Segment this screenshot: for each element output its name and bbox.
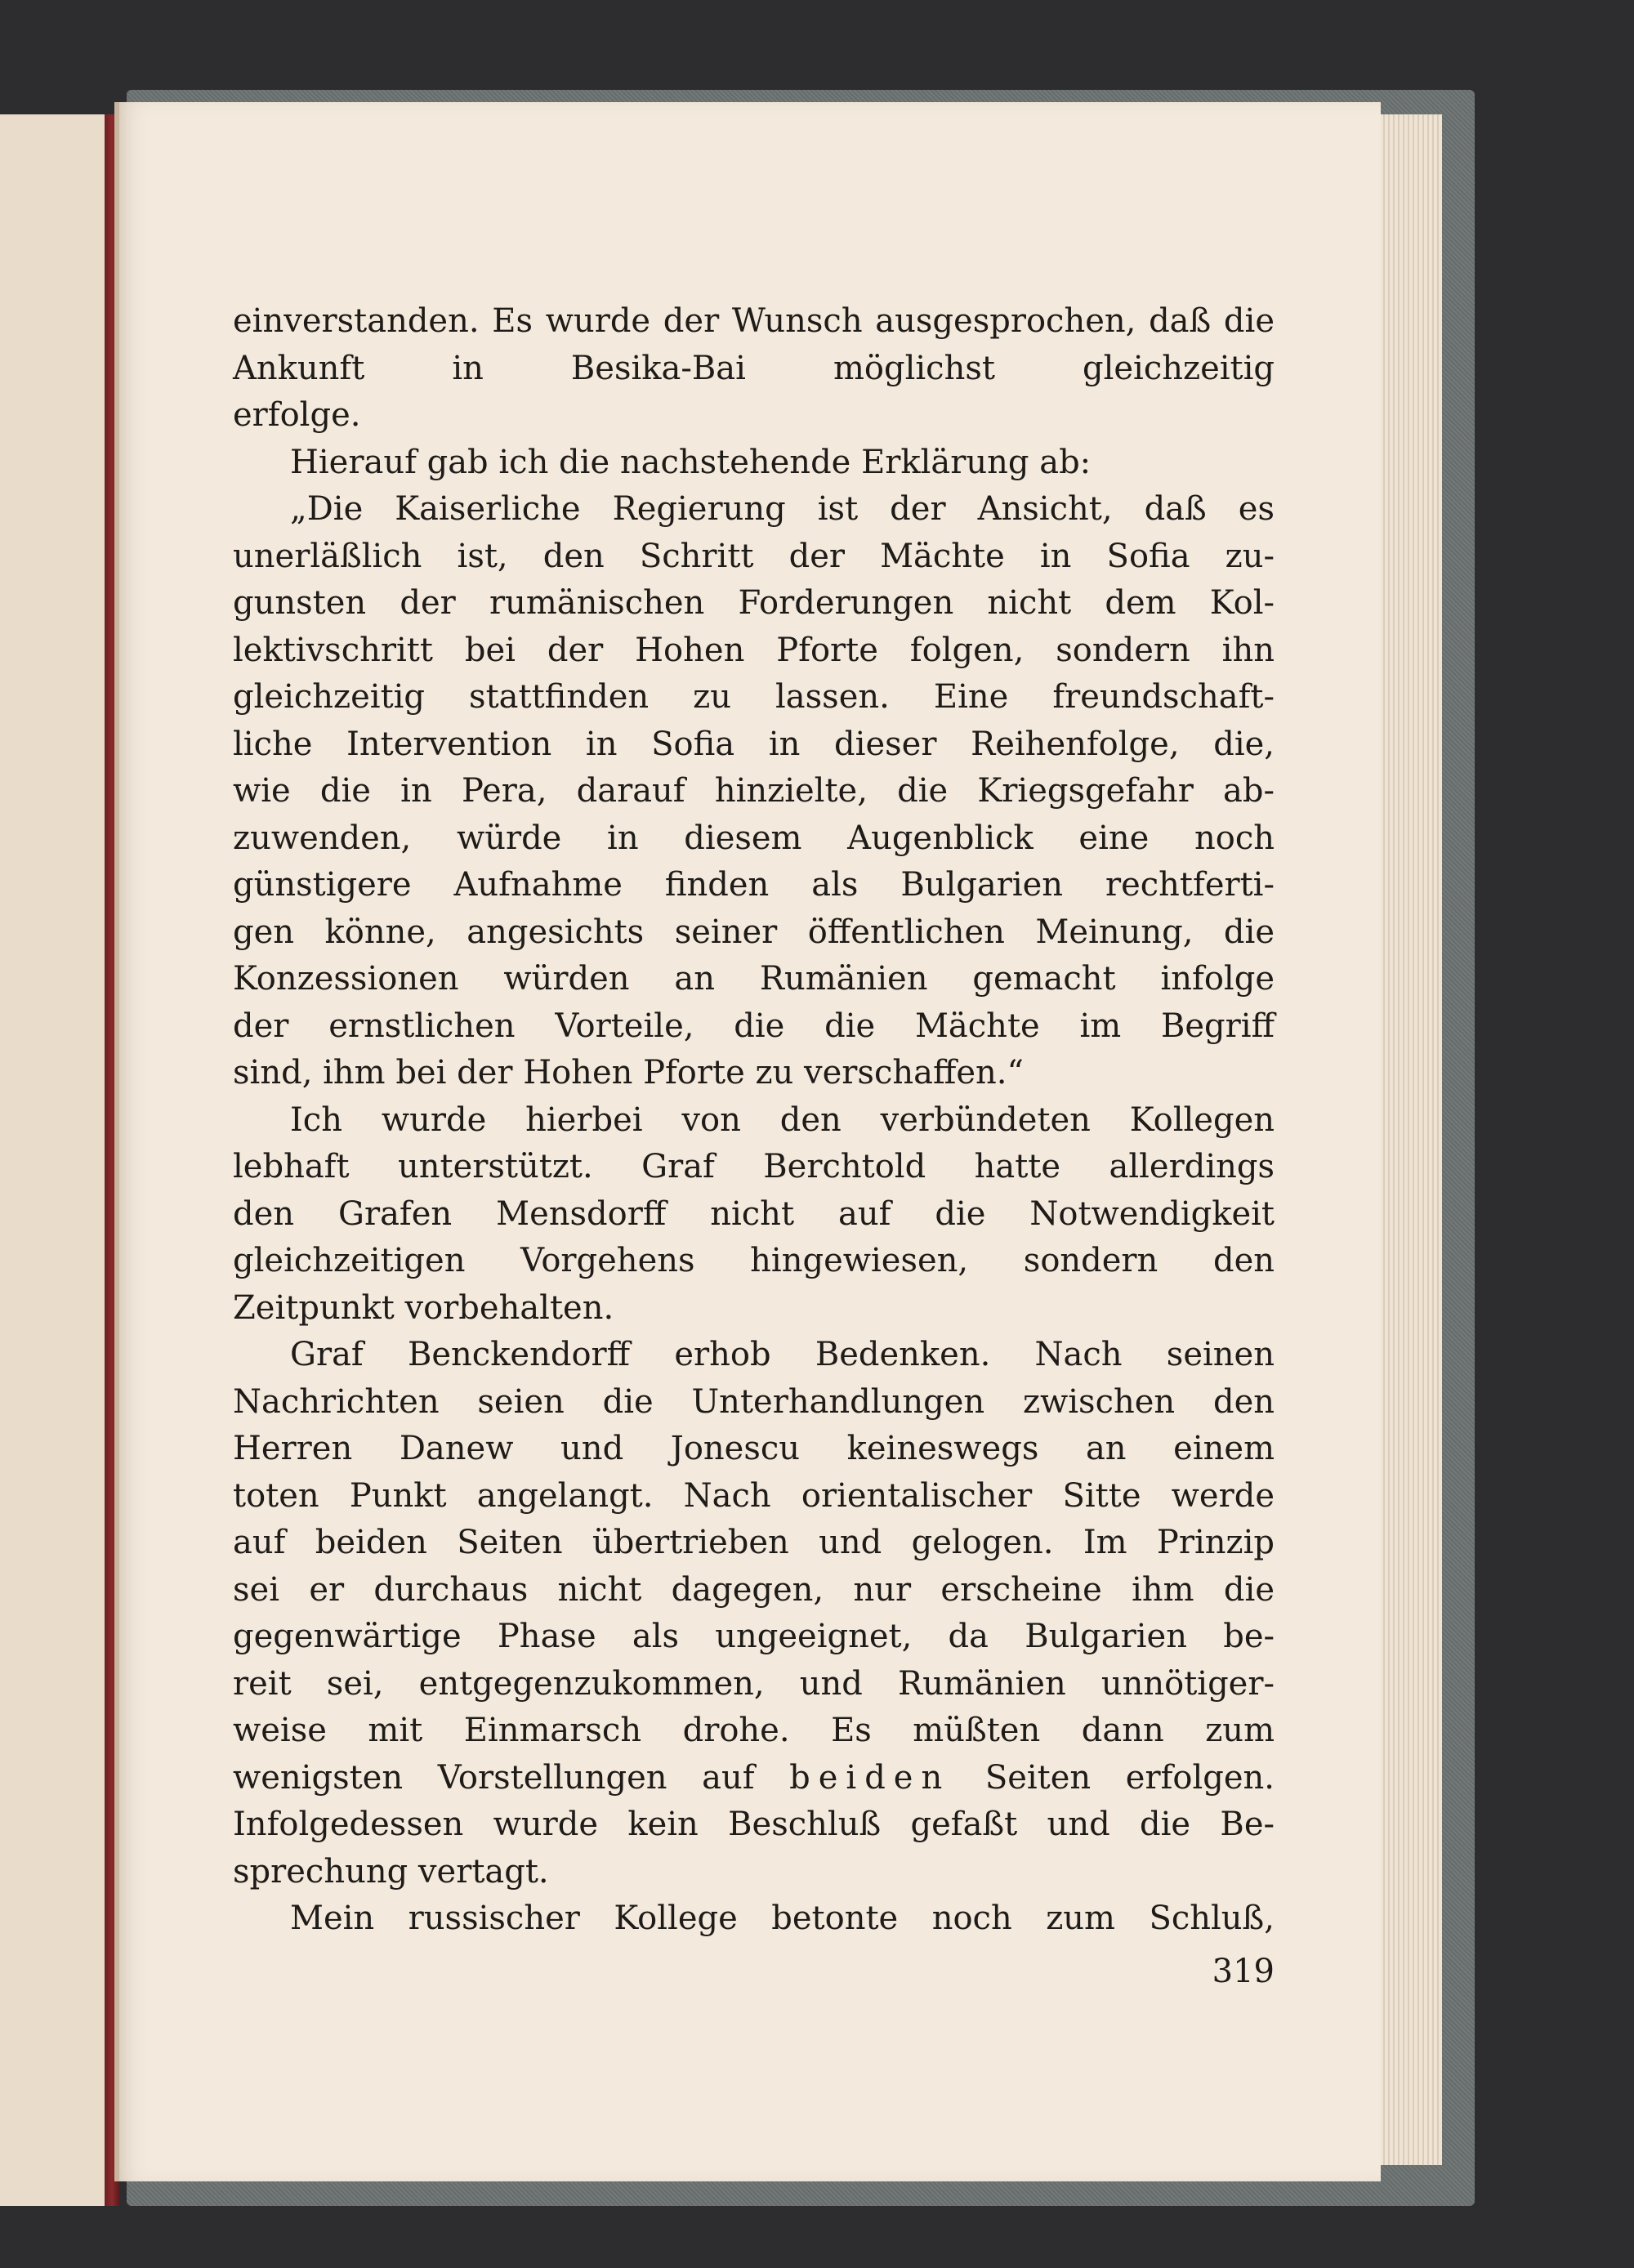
facing-page-edge — [0, 114, 108, 2206]
line: Nachrichten seien die Unterhandlungen zwischen den — [233, 1382, 1275, 1421]
line: lektivschritt bei der Hohen Pforte folgen, sondern ihn — [233, 631, 1275, 669]
paragraph-end: erfolge. — [233, 396, 361, 434]
paragraph-end: Zeitpunkt vorbehalten. — [233, 1288, 614, 1327]
page-body — [233, 298, 1275, 1943]
line: reit sei, entgegenzukommen, und Rumänien unnötiger- — [233, 1664, 1275, 1703]
line: auf beiden Seiten übertrieben und gelogen. Im Prinzip — [233, 1524, 1275, 1561]
line: der ernstlichen Vorteile, die die Mächte im Begriff — [233, 1007, 1275, 1045]
line: weise mit Einmarsch drohe. Es müßten dann zum — [233, 1712, 1275, 1749]
paragraph: Graf Benckendorff erhob Bedenken. Nach seinen — [290, 1336, 1275, 1373]
line: lebhaft unterstützt. Graf Berchtold hatte allerdings — [233, 1148, 1275, 1185]
page-number: 319 — [1212, 1953, 1275, 1990]
line: gleichzeitigen Vorgehens hingewiesen, sondern den — [233, 1242, 1275, 1279]
paragraph: Mein russischer Kollege betonte noch zum Schluß, — [290, 1900, 1275, 1937]
paragraph-end: sprechung vertagt. — [233, 1852, 549, 1891]
emphasized-word: beiden — [789, 1758, 951, 1797]
line: wie die in Pera, darauf hinzielte, die Kriegsgefahr ab- — [233, 772, 1275, 810]
line-with-emphasis: wenigsten Vorstellungen auf beiden Seiten erfolgen. — [233, 1758, 1275, 1797]
paragraph: einverstanden. Es wurde der Wunsch ausgesprochen, daß die Ankunft in Besika-Bai möglichst gleichzeitig — [233, 302, 1275, 387]
paragraph: „Die Kaiserliche Regierung ist der Ansicht, daß es unerläßlich ist, den Schritt der Mächte in Sofia zu- — [233, 490, 1275, 575]
line: toten Punkt angelangt. Nach orientalischer Sitte werde — [233, 1476, 1275, 1515]
paragraph: Hierauf gab ich die nachstehende Erklärung ab: — [290, 443, 1092, 481]
line: sei er durchaus nicht dagegen, nur erscheine ihm die — [233, 1570, 1275, 1609]
book-page — [114, 102, 1381, 2181]
line: zuwenden, würde in diesem Augenblick eine noch — [233, 819, 1275, 857]
line: gegenwärtige Phase als ungeeignet, da Bulgarien be- — [233, 1618, 1275, 1655]
line: Konzessionen würden an Rumänien gemacht infolge — [233, 960, 1275, 998]
line: liche Intervention in Sofia in dieser Reihenfolge, die, — [233, 725, 1275, 763]
paragraph: Ich wurde hierbei von den verbündeten Kollegen — [290, 1101, 1275, 1139]
line: gleichzeitig stattfinden zu lassen. Eine freundschaft- — [233, 678, 1275, 716]
line: Infolgedessen wurde kein Beschluß gefaßt und die Be- — [233, 1806, 1275, 1843]
line: günstigere Aufnahme finden als Bulgarien rechtferti- — [233, 866, 1275, 904]
line: Herren Danew und Jonescu keineswegs an einem — [233, 1430, 1275, 1467]
paragraph-end: sind, ihm bei der Hohen Pforte zu verschaffen.“ — [233, 1054, 1024, 1092]
line: gunsten der rumänischen Forderungen nicht dem Kol- — [233, 584, 1275, 622]
line: den Grafen Mensdorff nicht auf die Notwendigkeit — [233, 1194, 1275, 1233]
line: gen könne, angesichts seiner öffentlichen Meinung, die — [233, 913, 1275, 951]
page-gutter — [114, 102, 119, 2181]
